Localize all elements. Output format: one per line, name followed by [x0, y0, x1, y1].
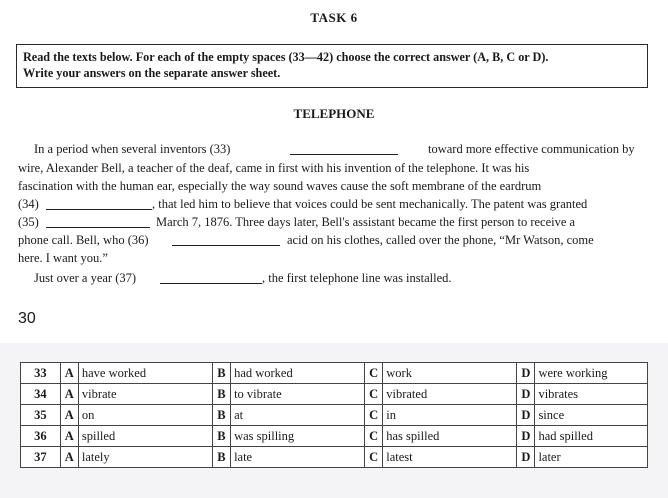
option-c: vibrated: [383, 384, 517, 405]
passage-line-5b: March 7, 1876. Three days later, Bell's assistant became the first person to receive a: [156, 215, 576, 229]
passage-line-4b: , that led him to believe that voices could be sent mechanically. The patent was granted: [152, 197, 588, 211]
option-d: later: [535, 447, 648, 468]
letter-d: D: [517, 384, 535, 405]
option-a: on: [78, 405, 212, 426]
instructions-line-1: Read the texts below. For each of the empty spaces (33—42) choose the correct answer (A, B, C or D).: [23, 50, 549, 64]
option-row-33: [21, 363, 648, 384]
option-b: was spilling: [231, 426, 365, 447]
question-number: 34: [21, 384, 61, 405]
letter-d: D: [517, 426, 535, 447]
instructions-line-2: Write your answers on the separate answer sheet.: [23, 66, 281, 80]
letter-c: C: [365, 426, 383, 447]
option-b: to vibrate: [231, 384, 365, 405]
question-number: 35: [21, 405, 61, 426]
option-b: had worked: [231, 363, 365, 384]
option-c: has spilled: [383, 426, 517, 447]
letter-c: C: [365, 447, 383, 468]
question-number: 33: [21, 363, 61, 384]
passage-line-1b: toward more effective communication by: [428, 142, 635, 156]
text-title: TELEPHONE: [293, 106, 375, 121]
option-b: at: [231, 405, 365, 426]
letter-b: B: [212, 363, 230, 384]
passage-line-7: here. I want you.”: [18, 251, 108, 265]
option-d: vibrates: [535, 384, 648, 405]
passage-line-5a: (35): [18, 215, 39, 229]
letter-c: C: [365, 405, 383, 426]
question-number: 37: [21, 447, 61, 468]
options-table: [20, 362, 648, 468]
letter-d: D: [517, 447, 535, 468]
option-c: latest: [383, 447, 517, 468]
option-d: since: [535, 405, 648, 426]
letter-d: D: [517, 363, 535, 384]
letter-a: A: [60, 405, 78, 426]
letter-b: B: [212, 426, 230, 447]
task-title: TASK 6: [310, 10, 358, 25]
page-number: 30: [18, 310, 36, 327]
passage-line-6b: acid on his clothes, called over the phone, “Mr Watson, come: [287, 233, 594, 247]
question-number: 36: [21, 426, 61, 447]
option-a: have worked: [78, 363, 212, 384]
letter-a: A: [60, 384, 78, 405]
passage-line-3: fascination with the human ear, especially the way sound waves cause the soft membrane of the eardrum: [18, 179, 542, 193]
instructions-box: [16, 44, 648, 88]
gap-34: [46, 209, 152, 210]
option-c: work: [383, 363, 517, 384]
letter-a: A: [60, 447, 78, 468]
gap-35: [46, 227, 150, 228]
passage-line-4a: (34): [18, 197, 39, 211]
option-b: late: [231, 447, 365, 468]
option-a: spilled: [78, 426, 212, 447]
gap-33: [290, 154, 398, 155]
passage-line-6a: phone call. Bell, who (36): [18, 233, 149, 247]
gap-37: [160, 283, 262, 284]
option-d: had spilled: [535, 426, 648, 447]
option-row-34: [21, 384, 648, 405]
letter-b: B: [212, 447, 230, 468]
passage-line-8b: , the first telephone line was installed.: [262, 271, 452, 285]
option-c: in: [383, 405, 517, 426]
letter-d: D: [517, 405, 535, 426]
passage-line-1a: In a period when several inventors (33): [34, 142, 231, 156]
option-d: were working: [535, 363, 648, 384]
option-row-35: [21, 405, 648, 426]
option-a: lately: [78, 447, 212, 468]
gap-36: [172, 245, 280, 246]
letter-b: B: [212, 384, 230, 405]
option-a: vibrate: [78, 384, 212, 405]
letter-b: B: [212, 405, 230, 426]
letter-c: C: [365, 363, 383, 384]
passage-line-2: wire, Alexander Bell, a teacher of the deaf, came in first with his invention of the telephone. It was his: [18, 161, 530, 175]
option-row-36: [21, 426, 648, 447]
option-row-37: [21, 447, 648, 468]
letter-a: A: [60, 363, 78, 384]
letter-c: C: [365, 384, 383, 405]
passage-line-8a: Just over a year (37): [34, 271, 137, 285]
letter-a: A: [60, 426, 78, 447]
